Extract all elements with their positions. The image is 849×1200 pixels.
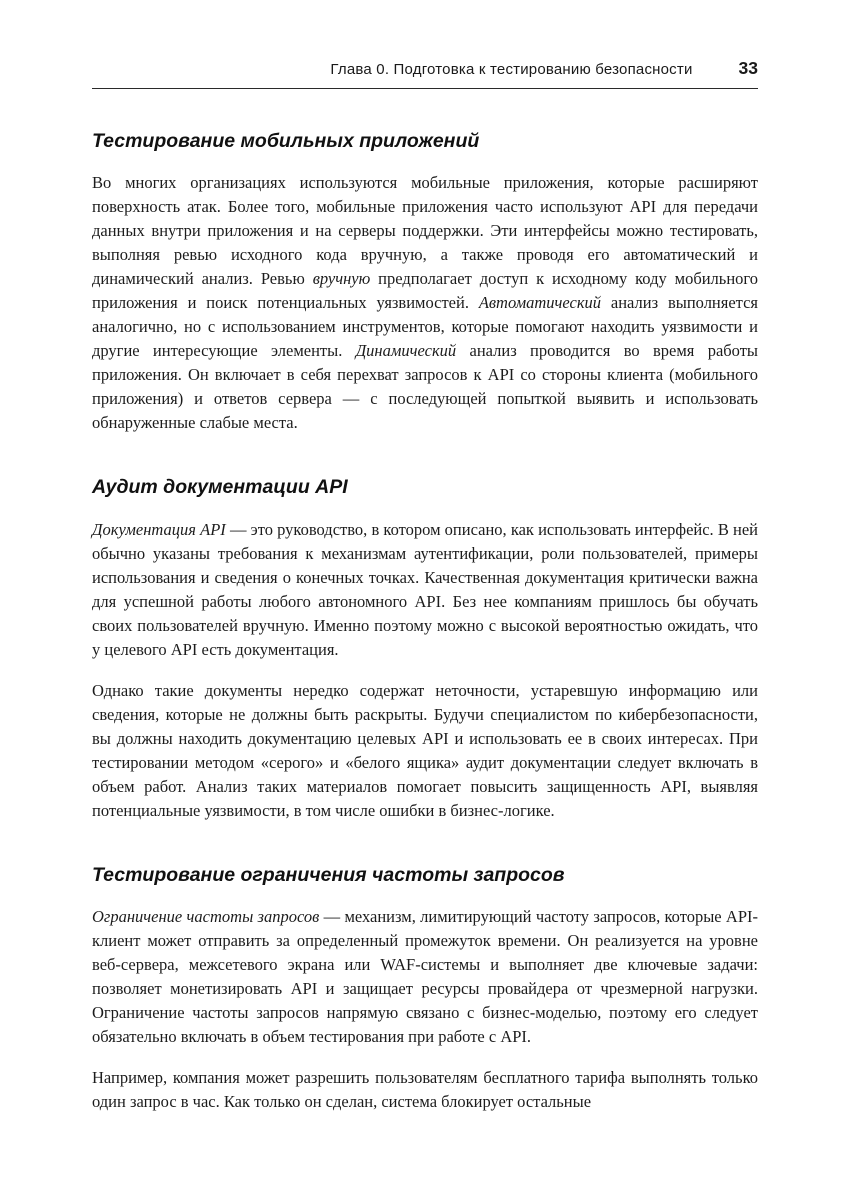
paragraph	[92, 679, 758, 823]
text-run: — механизм, лимитирующий частоту запросов, которые API-клиент может отправить за определенный промежуток времени. Он реализуется на уровне веб-сервера, межсетевого экрана или WAF-системы и выполняет две ключевые задачи: позволяет монетизировать API и защищает ресурсы провайдера от чрезмерной нагрузки. Ограничение частоты запросов напрямую связано с бизнес-моделью, поэтому его следует обязательно включать в объем тестирования при работе с API.	[92, 907, 758, 1047]
italic-text-run: Ограничение частоты запросов	[92, 907, 320, 927]
section-mobile-app-testing	[92, 130, 758, 435]
text-run: анализ проводится во время работы приложения. Он включает в себя перехват запросов к API со стороны клиента (мобильного приложения) и ответов сервера — с последующей попыткой выявить и использовать обнаруженные слабые места.	[92, 341, 758, 433]
header-rule	[92, 88, 758, 89]
section-heading: Тестирование мобильных приложений	[92, 130, 480, 152]
text-run: анализ выполняется аналогично, но с использованием инструментов, которые помогают находить уязвимости и другие интересующие элементы.	[92, 293, 758, 361]
page-content	[92, 130, 758, 1114]
running-head-chapter: Глава 0. Подготовка к тестированию безопасности	[330, 61, 693, 78]
paragraph	[92, 171, 758, 435]
paragraph	[92, 1066, 758, 1114]
section-heading: Аудит документации API	[92, 476, 348, 499]
italic-text-run: Документация API	[92, 519, 226, 539]
running-head-row	[92, 58, 758, 79]
paragraph	[92, 518, 758, 662]
italic-text-run: вручную	[312, 269, 371, 289]
page-header	[92, 58, 758, 89]
text-run: Однако такие документы нередко содержат неточности, устаревшую информацию или сведения, которые не должны быть раскрыты. Будучи специалистом по кибербезопасности, вы должны находить документацию целевых API и использовать ее в своих интересах. При тестировании методом «серого» и «белого ящика» аудит документации следует включать в объем работ. Анализ таких материалов помогает повысить защищенность API, выявляя потенциальные уязвимости, в том числе ошибки в бизнес-логике.	[92, 680, 758, 820]
paragraph	[92, 905, 758, 1049]
text-run: — это руководство, в котором описано, как использовать интерфейс. В ней обычно указаны требования к механизмам аутентификации, роли пользователей, примеры использования и сведения о конечных точках. Качественная документация критически важна для успешной работы любого автономного API. Без нее компаниям пришлось бы обучать своих пользователей вручную. Именно поэтому можно с высокой вероятностью ожидать, что у целевого API есть документация.	[92, 519, 759, 659]
text-run: Во многих организациях используются мобильные приложения, которые расширяют поверхность атак. Более того, мобильные приложения часто используют API для передачи данных внутри приложения и на серверы поддержки. Эти интерфейсы можно тестировать, выполняя ревью исходного кода вручную, а также проводя его автоматический и динамический анализ. Ревью	[92, 173, 758, 289]
italic-text-run: Динамический	[355, 341, 457, 361]
text-run: Например, компания может разрешить пользователям бесплатного тарифа выполнять только один запрос в час. Как только он сделан, система блокирует остальные	[92, 1068, 758, 1112]
section-rate-limit-testing	[92, 864, 758, 1114]
page-number: 33	[738, 58, 758, 78]
text-run: предполагает доступ к исходному коду мобильного приложения и поиск потенциальных уязвимостей.	[92, 269, 759, 313]
section-heading: Тестирование ограничения частоты запросов	[92, 863, 565, 886]
section-api-documentation-audit	[92, 476, 758, 822]
italic-text-run: Автоматический	[478, 293, 602, 313]
